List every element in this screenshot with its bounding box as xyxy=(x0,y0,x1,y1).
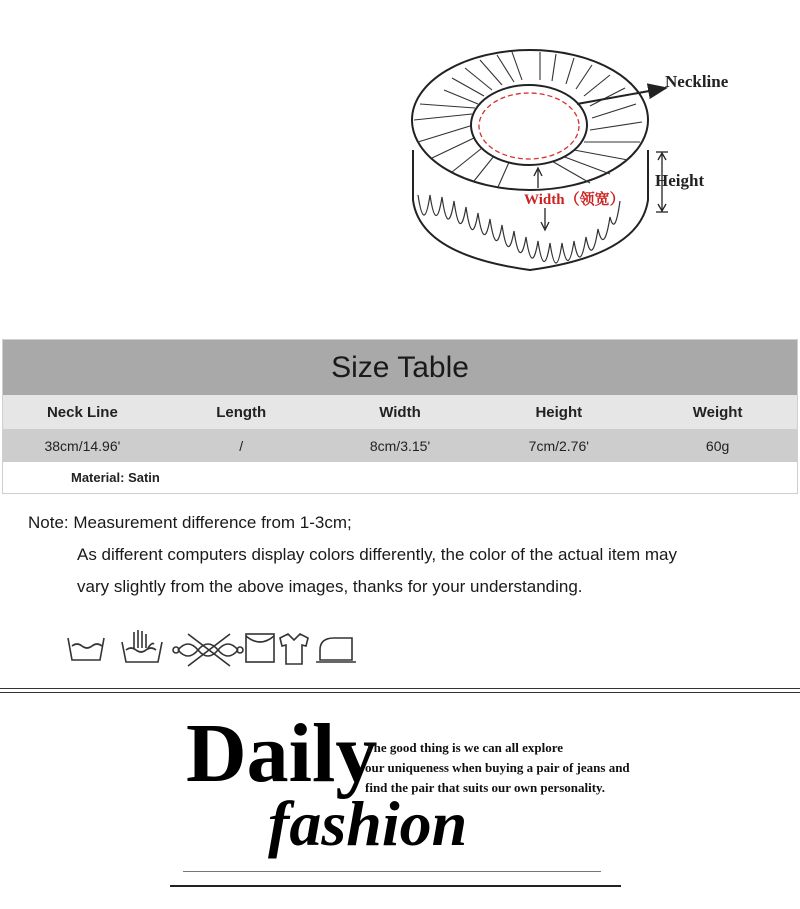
banner-underline-1 xyxy=(183,871,601,872)
banner-tagline-2: our uniqueness when buying a pair of jeans and xyxy=(365,760,630,775)
divider-top-2 xyxy=(0,692,800,693)
header-neck-line: Neck Line xyxy=(46,403,118,421)
banner-underline-2 xyxy=(170,885,621,887)
no-wring-icon xyxy=(173,634,243,666)
note-line-3: vary slightly from the above images, thanks for your understanding. xyxy=(77,577,583,596)
size-table-data-row xyxy=(3,429,797,462)
banner-tagline-3: find the pair that suits our own personality. xyxy=(365,780,606,795)
header-weight: Weight xyxy=(692,403,743,421)
collar-diagram-icon xyxy=(0,0,800,335)
material-text: Material: Satin xyxy=(71,470,160,485)
hand-wash-icon xyxy=(122,630,162,662)
hang-dry-icon xyxy=(280,634,308,664)
size-table-title: Size Table xyxy=(3,340,797,395)
banner-daily: Daily xyxy=(186,707,378,800)
height-label: Height xyxy=(655,171,705,190)
iron-icon xyxy=(316,638,356,662)
header-height: Height xyxy=(535,403,583,421)
cell-height: 7cm/2.76' xyxy=(528,437,589,454)
header-length: Length xyxy=(216,403,267,421)
divider-top-1 xyxy=(0,688,800,689)
dry-flat-icon xyxy=(246,634,274,662)
cell-length: / xyxy=(239,437,244,454)
neckline-label: Neckline xyxy=(665,72,729,91)
note-line-2: As different computers display colors differently, the color of the actual item may xyxy=(77,545,678,564)
size-table xyxy=(2,339,798,494)
cell-width: 8cm/3.15' xyxy=(369,437,431,454)
banner-fashion: fashion xyxy=(268,788,468,859)
collar-diagram xyxy=(0,0,800,335)
size-table-header-row xyxy=(3,395,797,429)
material-row xyxy=(3,462,797,493)
wash-tub-icon xyxy=(68,638,104,660)
banner-tagline-1: The good thing is we can all explore xyxy=(365,740,564,755)
care-icons xyxy=(62,626,362,668)
header-width: Width xyxy=(379,403,421,421)
note-line-1: Note: Measurement difference from 1-3cm; xyxy=(28,513,352,532)
cell-neck-line: 38cm/14.96' xyxy=(44,437,121,454)
width-label: Width（领宽） xyxy=(524,192,625,208)
cell-weight: 60g xyxy=(705,437,730,454)
